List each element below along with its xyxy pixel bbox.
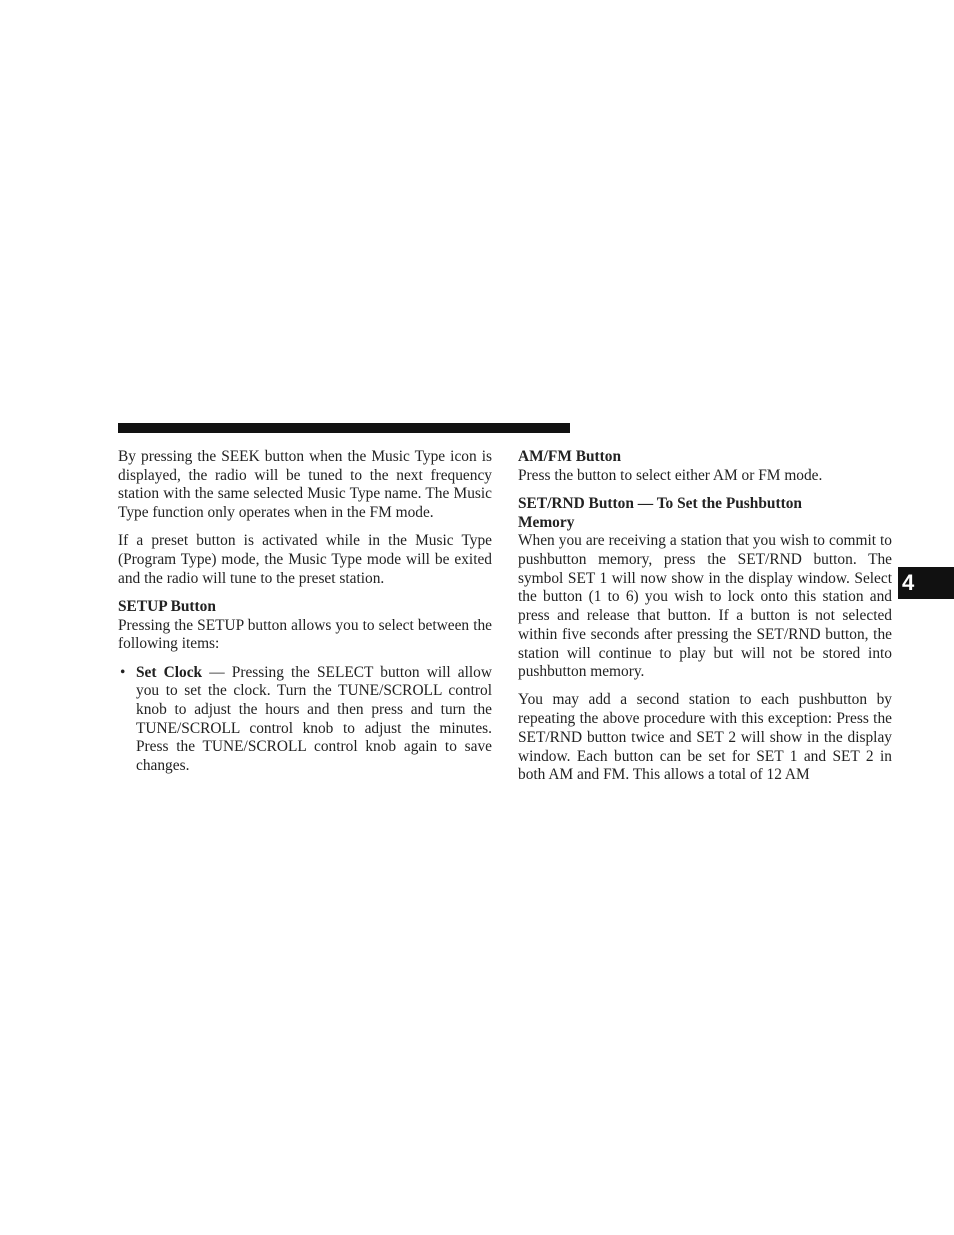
set-clock-label: Set Clock [136, 663, 203, 681]
chapter-tab [898, 567, 954, 599]
header-rule [118, 423, 570, 433]
left-column [118, 448, 492, 776]
music-type-seek-paragraph: By pressing the SEEK button when the Music Type icon is displayed, the radio will be tuned to the next frequency station with the same selected Music Type name. The Music Type function only operates when in the FM mode. [118, 448, 492, 522]
bullet-dot-icon: • [120, 663, 126, 681]
amfm-button-paragraph: Press the button to select either AM or FM mode. [518, 466, 823, 484]
setup-button-paragraph: Pressing the SETUP button allows you to select between the following items: [118, 616, 492, 653]
second-station-paragraph: You may add a second station to each pushbutton by repeating the above procedure with this exception: Press the SET/RND button twice and SET 2 will show in the display window. Each button can be set for SET 1 and SET 2 in both AM and FM. This allows a total of 12 AM [518, 691, 892, 784]
setup-button-heading: SETUP Button [118, 597, 216, 615]
set-clock-bullet [118, 664, 492, 776]
set-clock-description: — Pressing the SELECT button will allow you to set the clock. Turn the TUNE/SCROLL control knob to adjust the hours and then press and turn the TUNE/SCROLL control knob to adjust the minutes. Press the TUNE/SCROLL control knob again to save changes. [136, 663, 492, 775]
amfm-button-heading: AM/FM Button [518, 448, 622, 465]
right-column [518, 448, 892, 794]
preset-button-paragraph: If a preset button is activated while in the Music Type (Program Type) mode, the Music Type mode will be exited and the radio will tune to the preset station. [118, 532, 492, 587]
setrnd-button-heading: SET/RND Button — To Set the Pushbutton Memory [518, 494, 802, 531]
setrnd-button-paragraph: When you are receiving a station that you wish to commit to pushbutton memory, press the SET/RND button. The symbol SET 1 will now show in the display window. Select the button (1 to 6) you wish to lock onto this station and press and release that button. If a button is not selected within five seconds after pressing the SET/RND button, the station will continue to play but will not be stored into pushbutton memory. [518, 532, 892, 681]
chapter-number: 4 [902, 570, 915, 595]
